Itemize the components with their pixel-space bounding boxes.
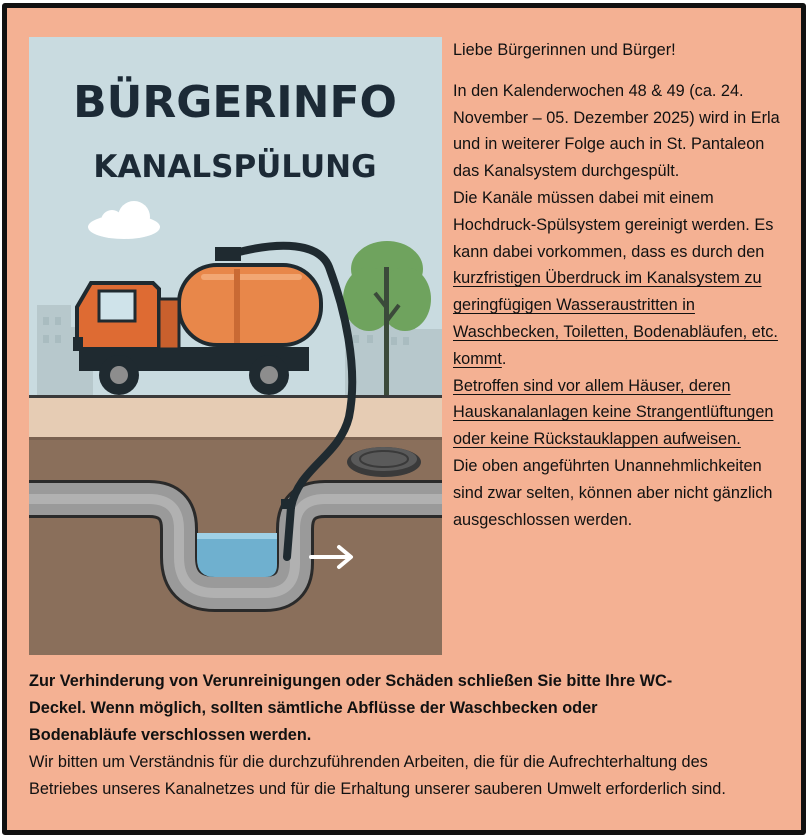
greeting: Liebe Bürgerinnen und Bürger!	[453, 41, 676, 59]
street	[29, 397, 442, 437]
paragraph-dates: In den Kalenderwochen 48 & 49 (ca. 24. November – 05. Dezember 2025) wird in Erla und in weiterer Folge auch in St. Pantaleon das Kanalsystem durchgespült.	[453, 81, 780, 181]
closing-note: Wir bitten um Verständnis für die durchzuführenden Arbeiten, die für die Aufrechterhaltung des Betriebes unseres Kanalnetzes und für die Erhaltung unserer sauberen Umwelt erforderlich sind.	[29, 753, 726, 798]
illustration-kanalspuelung	[29, 37, 442, 655]
illustration-title: BÜRGERINFO	[73, 77, 397, 128]
bottom-text	[29, 668, 799, 803]
notice-frame	[2, 3, 806, 835]
paragraph-rare-inconvenience: Die oben angeführten Unannehmlichkeiten sind zwar selten, können aber nicht gänzlich ausgeschlossen werden.	[453, 456, 773, 529]
paragraph-affected-houses: Betroffen sind vor allem Häuser, deren Hauskanalanlagen keine Strangentlüftungen oder keine Rückstauklappen aufweisen.	[453, 376, 774, 449]
water	[197, 537, 277, 577]
paragraph-pressure: Die Kanäle müssen dabei mit einem Hochdruck-Spülsystem gereinigt werden. Es kann dabei vorkommen, dass es durch den kurzfristigen Überdruck im Kanalsystem zu geringfügigen Wasseraustritten in Waschbecken, Toiletten, Bodenabläufen, etc. kommt.	[453, 188, 778, 368]
manhole-cover	[347, 447, 421, 477]
illustration-subtitle: KANALSPÜLUNG	[93, 149, 377, 185]
underlined-overpressure-note: kurzfristigen Überdruck im Kanalsystem zu geringfügigen Wasseraustritten in Waschbecken, Toiletten, Bodenabläufen, etc. kommt	[453, 269, 778, 368]
bold-instruction: Zur Verhinderung von Verunreinigungen oder Schäden schließen Sie bitte Ihre WC-Deckel. Wenn möglich, sollten sämtliche Abflüsse der Waschbecken oder Bodenabläufe verschlossen werden.	[29, 672, 673, 744]
info-text-column	[453, 37, 793, 533]
